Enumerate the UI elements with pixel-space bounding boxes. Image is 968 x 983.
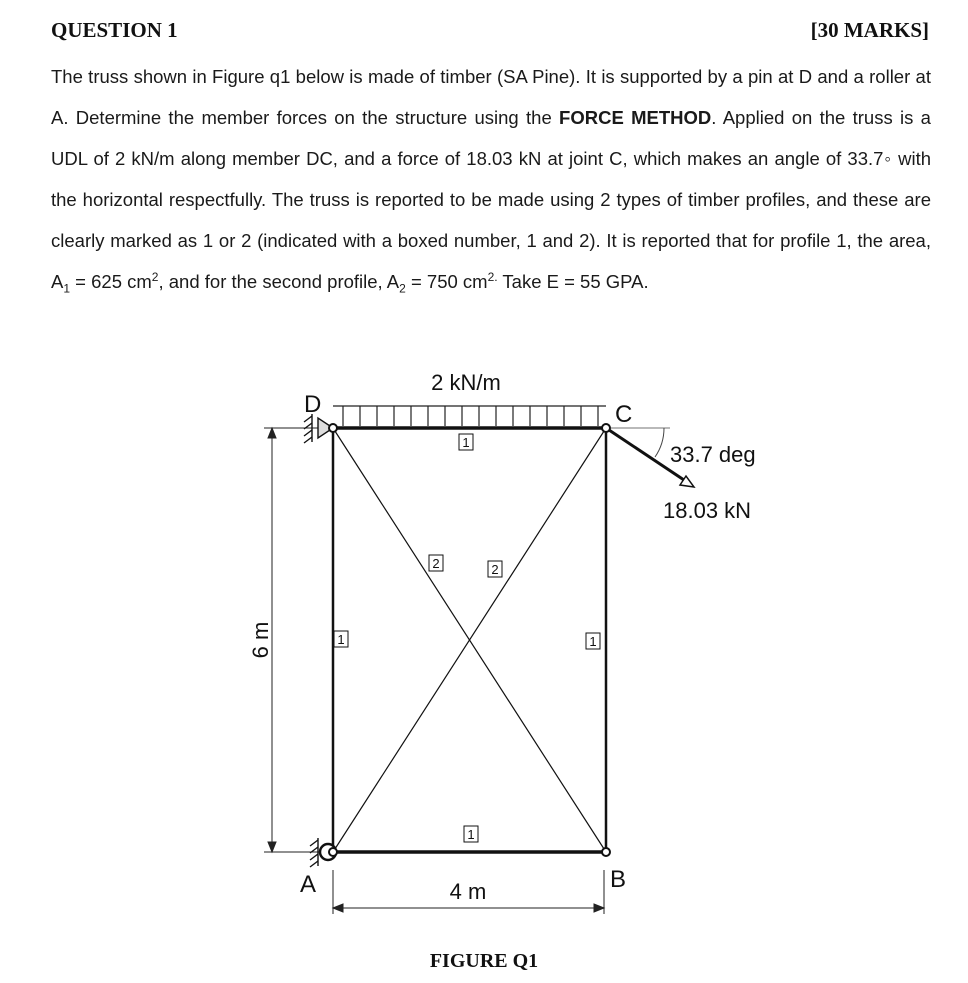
text-part: = 625 cm bbox=[70, 271, 152, 292]
force-method-emphasis: FORCE METHOD bbox=[559, 107, 712, 128]
angle-label: 33.7 deg bbox=[670, 442, 756, 467]
udl-load bbox=[333, 406, 606, 426]
svg-text:2: 2 bbox=[432, 556, 440, 571]
svg-text:2: 2 bbox=[491, 562, 499, 577]
question-text bbox=[51, 56, 931, 302]
question-marks: [30 MARKS] bbox=[810, 18, 929, 42]
text-part: . Applied on the truss is a UDL of 2 kN/m along member DC, and a force of 18.03 kN at joint C, which makes an angle of 33.7◦ with the horizontal respectfully. The truss is reported to be made using 2 types of timber profiles, and these are clearly marked as 1 or 2 (indicated with a boxed number, 1 and 2). It is reported that for profile 1, the area, A bbox=[51, 107, 931, 292]
superscript: 2 bbox=[151, 269, 159, 284]
profile-box-diag-left bbox=[429, 555, 443, 571]
question-title: QUESTION 1 bbox=[51, 18, 178, 42]
profile-box-top bbox=[459, 434, 473, 450]
joint-c bbox=[602, 424, 610, 432]
profile-box-right bbox=[586, 633, 600, 649]
height-dimension bbox=[264, 428, 330, 852]
joint-b bbox=[602, 848, 610, 856]
profile-box-diag-right bbox=[488, 561, 502, 577]
joint-label-d: D bbox=[304, 391, 322, 418]
svg-text:1: 1 bbox=[462, 435, 470, 450]
udl-label: 2 kN/m bbox=[431, 370, 501, 395]
truss-members bbox=[333, 428, 606, 852]
height-label: 6 m bbox=[248, 621, 273, 659]
width-label: 4 m bbox=[449, 879, 487, 904]
svg-text:1: 1 bbox=[337, 632, 345, 647]
joint-label-a: A bbox=[300, 871, 317, 898]
joint-d bbox=[329, 424, 337, 432]
svg-text:1: 1 bbox=[467, 827, 475, 842]
truss-figure bbox=[0, 350, 968, 950]
text-part: Take E = 55 GPA. bbox=[497, 271, 649, 292]
joint-a bbox=[329, 848, 337, 856]
text-part: = 750 cm bbox=[405, 271, 488, 292]
figure-caption: FIGURE Q1 bbox=[429, 950, 539, 972]
joint-label-c: C bbox=[615, 401, 633, 428]
profile-box-left bbox=[334, 631, 348, 647]
text-part: The truss shown in Figure q1 below is made of timber (SA Pine). It is supported by a pin at D and a roller at A. Determine the member forces on the structure using the bbox=[51, 66, 931, 128]
profile-box-bottom bbox=[464, 826, 478, 842]
svg-text:1: 1 bbox=[589, 634, 597, 649]
subscript: 1 bbox=[63, 281, 71, 296]
text-part: , and for the second profile, A bbox=[158, 271, 400, 292]
joint-label-b: B bbox=[610, 866, 627, 893]
superscript: 2. bbox=[487, 269, 498, 284]
question-header bbox=[51, 14, 929, 48]
force-label: 18.03 kN bbox=[663, 498, 752, 523]
angle-arc bbox=[655, 428, 664, 457]
subscript: 2 bbox=[399, 281, 406, 296]
